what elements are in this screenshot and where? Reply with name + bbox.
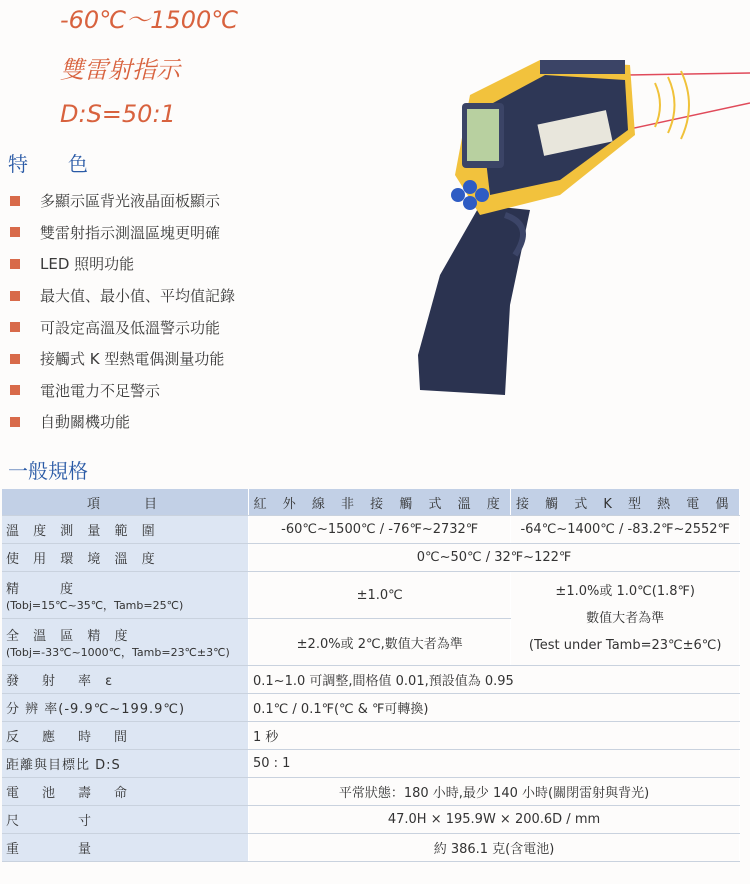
lcd-display [467,109,499,161]
bullet-icon [10,354,20,364]
full-range-condition: (Tobj=-33℃~1000℃，Tamb=23℃±3℃) [6,645,230,659]
range-label: 溫 度 測 量 範 圍 [2,516,249,544]
feature-item: 雙雷射指示測溫區塊更明確 [10,217,235,249]
header-k: 接 觸 式 K 型 熱 電 偶 [511,489,740,516]
bullet-icon [10,227,20,237]
response-value: 1 秒 [249,722,740,750]
table-row [2,572,740,619]
response-label: 反 應 時 間 [2,722,249,750]
table-row [2,834,740,862]
spec-table [2,489,740,862]
accuracy-ir: ±1.0℃ [249,572,511,619]
feature-item: 自動關機功能 [10,406,235,438]
battery-label: 電 池 壽 命 [2,778,249,806]
features-list [10,185,235,438]
table-row [2,806,740,834]
bullet-icon [10,291,20,301]
signal-wave-icon [655,83,660,127]
laser-beam-upper [625,73,750,75]
table-row [2,666,740,694]
temperature-range-heading: -60℃～1500℃ [60,6,239,34]
weight-value: 約 386.1 克(含電池) [249,834,740,862]
feature-item: 電池電力不足警示 [10,375,235,407]
table-row [2,694,740,722]
env-label: 使 用 環 境 溫 度 [2,544,249,572]
weight-label: 重 量 [2,834,249,862]
table-row [2,516,740,544]
range-ir: -60℃~1500℃ / -76℉~2732℉ [249,516,511,544]
table-row [2,778,740,806]
accuracy-label: 精 度 (Tobj=15℃~35℃，Tamb=25℃) [2,572,249,619]
table-header-row [2,489,740,516]
bullet-icon [10,259,20,269]
header-item: 項 目 [2,489,249,516]
full-range-ir: ±2.0%或 2℃,數值大者為準 [249,619,511,666]
feature-item: 可設定高溫及低溫警示功能 [10,311,235,343]
features-title: 特 色 [8,152,88,176]
infrared-thermometer-image [410,55,750,415]
accuracy-condition: (Tobj=15℃~35℃，Tamb=25℃) [6,598,184,612]
handle [418,205,530,395]
env-value: 0℃~50℃ / 32℉~122℉ [249,544,740,572]
size-value: 47.0H × 195.9W × 200.6D / mm [249,806,740,834]
header-ir: 紅 外 線 非 接 觸 式 溫 度 [249,489,511,516]
table-row [2,722,740,750]
feature-item: 多顯示區背光液晶面板顯示 [10,185,235,217]
accuracy-k: ±1.0%或 1.0℃(1.8℉) 數值大者為準 (Test under Tamb=23℃±6℃) [511,572,740,666]
size-label: 尺 寸 [2,806,249,834]
bullet-icon [10,322,20,332]
dual-laser-heading: 雙雷射指示 [60,56,180,84]
emissivity-value: 0.1~1.0 可調整,間格值 0.01,預設值為 0.95 [249,666,740,694]
emissivity-label: 發 射 率 ε [2,666,249,694]
resolution-value: 0.1℃ / 0.1℉(℃ & ℉可轉換) [249,694,740,722]
bullet-icon [10,417,20,427]
full-range-label: 全 溫 區 精 度 (Tobj=-33℃~1000℃，Tamb=23℃±3℃) [2,619,249,666]
ds-label: 距離與目標比 D:S [2,750,249,778]
feature-item: 接觸式 K 型熱電偶測量功能 [10,343,235,375]
resolution-label: 分 辨 率(-9.9℃~199.9℃) [2,694,249,722]
spec-title: 一般規格 [8,459,88,483]
feature-item: 最大值、最小值、平均值記錄 [10,280,235,312]
feature-item: LED 照明功能 [10,248,235,280]
button-icon [451,188,465,202]
range-k: -64℃~1400℃ / -83.2℉~2552℉ [511,516,740,544]
bullet-icon [10,385,20,395]
bullet-icon [10,196,20,206]
table-row [2,750,740,778]
ds-ratio-heading: D:S=50:1 [60,100,176,128]
table-row [2,544,740,572]
battery-value: 平常狀態：180 小時,最少 140 小時(關閉雷射與背光) [249,778,740,806]
ds-value: 50 : 1 [249,750,740,778]
